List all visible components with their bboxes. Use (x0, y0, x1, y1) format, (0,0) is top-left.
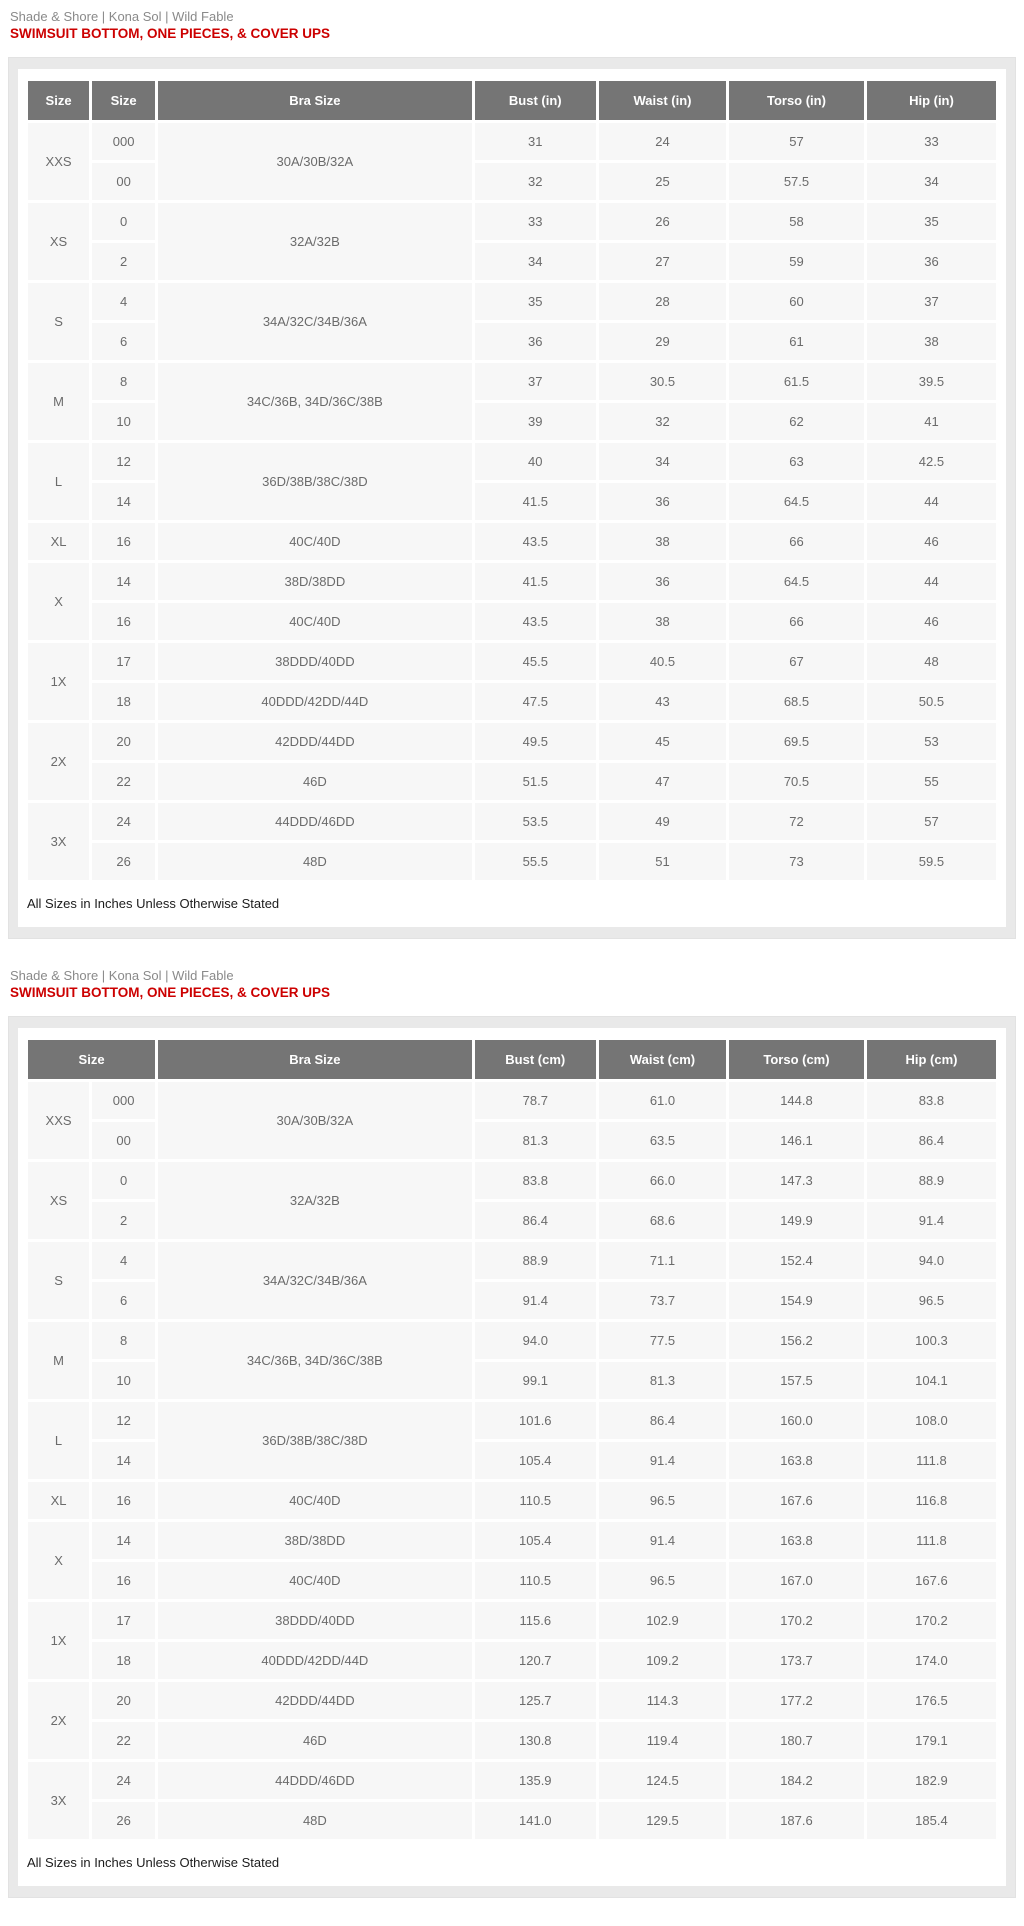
measurement-cell: 66 (728, 602, 866, 642)
table-row (27, 802, 998, 842)
measurement-cell: 66 (728, 522, 866, 562)
measurement-cell: 41.5 (473, 562, 597, 602)
measurement-cell: 37 (865, 282, 997, 322)
header-row (27, 1039, 998, 1081)
measurement-cell: 108.0 (865, 1401, 997, 1441)
units-footnote: All Sizes in Inches Unless Otherwise Stated (27, 1855, 280, 1870)
measurement-cell: 55 (865, 762, 997, 802)
measurement-cell: 30.5 (597, 362, 727, 402)
size-number-cell: 26 (91, 842, 157, 882)
size-group-cell: XS (27, 1161, 91, 1241)
measurement-cell: 33 (865, 122, 997, 162)
table-row (27, 202, 998, 242)
measurement-cell: 77.5 (597, 1321, 727, 1361)
measurement-cell: 42.5 (865, 442, 997, 482)
bra-size-cell: 38D/38DD (157, 1521, 474, 1561)
measurement-cell: 68.6 (597, 1201, 727, 1241)
measurement-cell: 61.5 (728, 362, 866, 402)
measurement-cell: 182.9 (865, 1761, 997, 1801)
table-row (27, 282, 998, 322)
bra-size-cell: 42DDD/44DD (157, 722, 474, 762)
measurement-cell: 116.8 (865, 1481, 997, 1521)
size-number-cell: 22 (91, 1721, 157, 1761)
measurement-cell: 91.4 (473, 1281, 597, 1321)
measurement-cell: 167.6 (865, 1561, 997, 1601)
size-number-cell: 2 (91, 1201, 157, 1241)
measurement-cell: 39.5 (865, 362, 997, 402)
measurement-cell: 91.4 (865, 1201, 997, 1241)
column-header: Waist (in) (597, 80, 727, 122)
measurement-cell: 163.8 (728, 1441, 866, 1481)
measurement-cell: 81.3 (473, 1121, 597, 1161)
measurement-cell: 49 (597, 802, 727, 842)
measurement-cell: 88.9 (473, 1241, 597, 1281)
measurement-cell: 86.4 (597, 1401, 727, 1441)
measurement-cell: 70.5 (728, 762, 866, 802)
header-row (27, 80, 998, 122)
table-row (27, 1601, 998, 1641)
size-number-cell: 000 (91, 122, 157, 162)
column-header: Size (91, 80, 157, 122)
bra-size-cell: 40C/40D (157, 522, 474, 562)
measurement-cell: 144.8 (728, 1081, 866, 1121)
measurement-cell: 63.5 (597, 1121, 727, 1161)
bra-size-cell: 40DDD/42DD/44D (157, 1641, 474, 1681)
measurement-cell: 38 (865, 322, 997, 362)
bra-size-cell: 40C/40D (157, 1561, 474, 1601)
table-body (27, 122, 998, 882)
table-row (27, 1801, 998, 1841)
measurement-cell: 111.8 (865, 1521, 997, 1561)
measurement-cell: 91.4 (597, 1441, 727, 1481)
size-number-cell: 8 (91, 362, 157, 402)
measurement-cell: 78.7 (473, 1081, 597, 1121)
column-header: Torso (in) (728, 80, 866, 122)
bra-size-cell: 40C/40D (157, 602, 474, 642)
measurement-cell: 55.5 (473, 842, 597, 882)
measurement-cell: 156.2 (728, 1321, 866, 1361)
table-row (27, 1401, 998, 1441)
measurement-cell: 96.5 (865, 1281, 997, 1321)
measurement-cell: 61.0 (597, 1081, 727, 1121)
measurement-cell: 110.5 (473, 1561, 597, 1601)
measurement-cell: 119.4 (597, 1721, 727, 1761)
measurement-cell: 111.8 (865, 1441, 997, 1481)
measurement-cell: 45.5 (473, 642, 597, 682)
size-group-cell: 1X (27, 642, 91, 722)
size-chart-table-cm (25, 1037, 999, 1842)
measurement-cell: 26 (597, 202, 727, 242)
measurement-cell: 99.1 (473, 1361, 597, 1401)
size-number-cell: 12 (91, 1401, 157, 1441)
table-row (27, 1561, 998, 1601)
measurement-cell: 59 (728, 242, 866, 282)
measurement-cell: 33 (473, 202, 597, 242)
measurement-cell: 46 (865, 522, 997, 562)
size-number-cell: 20 (91, 1681, 157, 1721)
measurement-cell: 69.5 (728, 722, 866, 762)
bra-size-cell: 32A/32B (157, 202, 474, 282)
measurement-cell: 43.5 (473, 522, 597, 562)
measurement-cell: 124.5 (597, 1761, 727, 1801)
measurement-cell: 35 (865, 202, 997, 242)
measurement-cell: 185.4 (865, 1801, 997, 1841)
size-group-cell: 3X (27, 1761, 91, 1841)
measurement-cell: 36 (473, 322, 597, 362)
measurement-cell: 130.8 (473, 1721, 597, 1761)
table-row (27, 122, 998, 162)
table-row (27, 442, 998, 482)
measurement-cell: 154.9 (728, 1281, 866, 1321)
measurement-cell: 167.0 (728, 1561, 866, 1601)
measurement-cell: 86.4 (865, 1121, 997, 1161)
column-header: Hip (in) (865, 80, 997, 122)
size-group-cell: XXS (27, 1081, 91, 1161)
measurement-cell: 72 (728, 802, 866, 842)
measurement-cell: 27 (597, 242, 727, 282)
measurement-cell: 170.2 (865, 1601, 997, 1641)
measurement-cell: 53.5 (473, 802, 597, 842)
size-group-cell: 2X (27, 722, 91, 802)
size-number-cell: 16 (91, 1561, 157, 1601)
bra-size-cell: 34A/32C/34B/36A (157, 282, 474, 362)
measurement-cell: 41 (865, 402, 997, 442)
measurement-cell: 83.8 (865, 1081, 997, 1121)
bra-size-cell: 40C/40D (157, 1481, 474, 1521)
measurement-cell: 34 (865, 162, 997, 202)
measurement-cell: 59.5 (865, 842, 997, 882)
size-chart-section-inches (8, 8, 1016, 939)
bra-size-cell: 40DDD/42DD/44D (157, 682, 474, 722)
size-number-cell: 0 (91, 202, 157, 242)
measurement-cell: 36 (597, 562, 727, 602)
table-header (27, 1039, 998, 1081)
size-group-cell: L (27, 1401, 91, 1481)
table-row (27, 1641, 998, 1681)
measurement-cell: 147.3 (728, 1161, 866, 1201)
measurement-cell: 47.5 (473, 682, 597, 722)
table-panel (8, 1016, 1016, 1898)
size-number-cell: 4 (91, 1241, 157, 1281)
measurement-cell: 174.0 (865, 1641, 997, 1681)
measurement-cell: 34 (473, 242, 597, 282)
table-row (27, 1761, 998, 1801)
table-row (27, 1481, 998, 1521)
size-group-cell: M (27, 1321, 91, 1401)
bra-size-cell: 44DDD/46DD (157, 1761, 474, 1801)
table-row (27, 642, 998, 682)
table-row (27, 1241, 998, 1281)
measurement-cell: 60 (728, 282, 866, 322)
measurement-cell: 51 (597, 842, 727, 882)
bra-size-cell: 34C/36B, 34D/36C/38B (157, 362, 474, 442)
size-group-cell: S (27, 1241, 91, 1321)
size-number-cell: 16 (91, 522, 157, 562)
size-group-cell: 2X (27, 1681, 91, 1761)
measurement-cell: 71.1 (597, 1241, 727, 1281)
measurement-cell: 57 (865, 802, 997, 842)
measurement-cell: 88.9 (865, 1161, 997, 1201)
size-number-cell: 000 (91, 1081, 157, 1121)
table-body (27, 1081, 998, 1841)
bra-size-cell: 42DDD/44DD (157, 1681, 474, 1721)
brand-line: Shade & Shore | Kona Sol | Wild Fable (10, 968, 234, 983)
table-row (27, 1521, 998, 1561)
measurement-cell: 96.5 (597, 1481, 727, 1521)
column-header: Bra Size (157, 1039, 474, 1081)
measurement-cell: 63 (728, 442, 866, 482)
measurement-cell: 51.5 (473, 762, 597, 802)
size-number-cell: 18 (91, 682, 157, 722)
size-number-cell: 12 (91, 442, 157, 482)
table-row (27, 362, 998, 402)
measurement-cell: 39 (473, 402, 597, 442)
measurement-cell: 184.2 (728, 1761, 866, 1801)
column-header: Torso (cm) (728, 1039, 866, 1081)
bra-size-cell: 36D/38B/38C/38D (157, 442, 474, 522)
measurement-cell: 40 (473, 442, 597, 482)
column-header: Bust (cm) (473, 1039, 597, 1081)
measurement-cell: 64.5 (728, 562, 866, 602)
measurement-cell: 120.7 (473, 1641, 597, 1681)
measurement-cell: 110.5 (473, 1481, 597, 1521)
table-row (27, 1721, 998, 1761)
size-number-cell: 16 (91, 602, 157, 642)
measurement-cell: 105.4 (473, 1441, 597, 1481)
measurement-cell: 114.3 (597, 1681, 727, 1721)
measurement-cell: 49.5 (473, 722, 597, 762)
measurement-cell: 40.5 (597, 642, 727, 682)
bra-size-cell: 30A/30B/32A (157, 122, 474, 202)
size-group-cell: S (27, 282, 91, 362)
measurement-cell: 73.7 (597, 1281, 727, 1321)
bra-size-cell: 38DDD/40DD (157, 1601, 474, 1641)
measurement-cell: 31 (473, 122, 597, 162)
size-number-cell: 10 (91, 402, 157, 442)
size-number-cell: 10 (91, 1361, 157, 1401)
size-number-cell: 16 (91, 1481, 157, 1521)
measurement-cell: 102.9 (597, 1601, 727, 1641)
measurement-cell: 170.2 (728, 1601, 866, 1641)
measurement-cell: 32 (597, 402, 727, 442)
size-group-cell: 1X (27, 1601, 91, 1681)
size-chart-table-inches (25, 78, 999, 883)
column-header: Size (27, 1039, 157, 1081)
measurement-cell: 68.5 (728, 682, 866, 722)
bra-size-cell: 48D (157, 842, 474, 882)
measurement-cell: 104.1 (865, 1361, 997, 1401)
measurement-cell: 179.1 (865, 1721, 997, 1761)
size-number-cell: 20 (91, 722, 157, 762)
brand-line: Shade & Shore | Kona Sol | Wild Fable (10, 9, 234, 24)
bra-size-cell: 38DDD/40DD (157, 642, 474, 682)
measurement-cell: 36 (597, 482, 727, 522)
measurement-cell: 61 (728, 322, 866, 362)
measurement-cell: 109.2 (597, 1641, 727, 1681)
measurement-cell: 115.6 (473, 1601, 597, 1641)
measurement-cell: 38 (597, 602, 727, 642)
measurement-cell: 146.1 (728, 1121, 866, 1161)
measurement-cell: 149.9 (728, 1201, 866, 1241)
size-chart-section-cm (8, 967, 1016, 1898)
column-header: Bust (in) (473, 80, 597, 122)
measurement-cell: 44 (865, 482, 997, 522)
bra-size-cell: 46D (157, 1721, 474, 1761)
table-card (18, 69, 1006, 927)
size-number-cell: 00 (91, 162, 157, 202)
table-row (27, 762, 998, 802)
measurement-cell: 45 (597, 722, 727, 762)
size-number-cell: 14 (91, 1521, 157, 1561)
bra-size-cell: 30A/30B/32A (157, 1081, 474, 1161)
size-number-cell: 24 (91, 802, 157, 842)
column-header: Bra Size (157, 80, 474, 122)
table-card (18, 1028, 1006, 1886)
measurement-cell: 94.0 (473, 1321, 597, 1361)
bra-size-cell: 46D (157, 762, 474, 802)
table-row (27, 1681, 998, 1721)
measurement-cell: 167.6 (728, 1481, 866, 1521)
measurement-cell: 48 (865, 642, 997, 682)
measurement-cell: 58 (728, 202, 866, 242)
size-group-cell: 3X (27, 802, 91, 882)
measurement-cell: 152.4 (728, 1241, 866, 1281)
table-row (27, 522, 998, 562)
size-number-cell: 8 (91, 1321, 157, 1361)
measurement-cell: 86.4 (473, 1201, 597, 1241)
measurement-cell: 44 (865, 562, 997, 602)
measurement-cell: 157.5 (728, 1361, 866, 1401)
measurement-cell: 53 (865, 722, 997, 762)
size-number-cell: 26 (91, 1801, 157, 1841)
size-number-cell: 14 (91, 1441, 157, 1481)
size-number-cell: 2 (91, 242, 157, 282)
measurement-cell: 25 (597, 162, 727, 202)
units-footnote: All Sizes in Inches Unless Otherwise Stated (27, 896, 280, 911)
size-group-cell: XL (27, 522, 91, 562)
page-title: SWIMSUIT BOTTOM, ONE PIECES, & COVER UPS (10, 26, 331, 41)
measurement-cell: 37 (473, 362, 597, 402)
measurement-cell: 125.7 (473, 1681, 597, 1721)
page-title: SWIMSUIT BOTTOM, ONE PIECES, & COVER UPS (10, 985, 331, 1000)
measurement-cell: 46 (865, 602, 997, 642)
measurement-cell: 67 (728, 642, 866, 682)
table-panel (8, 57, 1016, 939)
table-row (27, 722, 998, 762)
measurement-cell: 47 (597, 762, 727, 802)
size-number-cell: 17 (91, 1601, 157, 1641)
column-header: Hip (cm) (865, 1039, 997, 1081)
bra-size-cell: 34A/32C/34B/36A (157, 1241, 474, 1321)
size-number-cell: 17 (91, 642, 157, 682)
bra-size-cell: 48D (157, 1801, 474, 1841)
measurement-cell: 28 (597, 282, 727, 322)
table-row (27, 1161, 998, 1201)
table-row (27, 842, 998, 882)
bra-size-cell: 36D/38B/38C/38D (157, 1401, 474, 1481)
measurement-cell: 160.0 (728, 1401, 866, 1441)
size-number-cell: 18 (91, 1641, 157, 1681)
column-header: Waist (cm) (597, 1039, 727, 1081)
measurement-cell: 64.5 (728, 482, 866, 522)
size-group-cell: X (27, 562, 91, 642)
size-number-cell: 22 (91, 762, 157, 802)
measurement-cell: 34 (597, 442, 727, 482)
table-row (27, 602, 998, 642)
measurement-cell: 94.0 (865, 1241, 997, 1281)
bra-size-cell: 32A/32B (157, 1161, 474, 1241)
table-row (27, 1081, 998, 1121)
size-group-cell: XXS (27, 122, 91, 202)
measurement-cell: 50.5 (865, 682, 997, 722)
bra-size-cell: 38D/38DD (157, 562, 474, 602)
size-number-cell: 14 (91, 482, 157, 522)
measurement-cell: 163.8 (728, 1521, 866, 1561)
measurement-cell: 36 (865, 242, 997, 282)
table-row (27, 1321, 998, 1361)
size-number-cell: 24 (91, 1761, 157, 1801)
size-number-cell: 00 (91, 1121, 157, 1161)
measurement-cell: 173.7 (728, 1641, 866, 1681)
measurement-cell: 177.2 (728, 1681, 866, 1721)
bra-size-cell: 44DDD/46DD (157, 802, 474, 842)
size-group-cell: XL (27, 1481, 91, 1521)
measurement-cell: 43 (597, 682, 727, 722)
table-header (27, 80, 998, 122)
measurement-cell: 43.5 (473, 602, 597, 642)
measurement-cell: 73 (728, 842, 866, 882)
measurement-cell: 96.5 (597, 1561, 727, 1601)
measurement-cell: 187.6 (728, 1801, 866, 1841)
measurement-cell: 135.9 (473, 1761, 597, 1801)
measurement-cell: 57.5 (728, 162, 866, 202)
measurement-cell: 35 (473, 282, 597, 322)
measurement-cell: 180.7 (728, 1721, 866, 1761)
size-number-cell: 4 (91, 282, 157, 322)
size-group-cell: L (27, 442, 91, 522)
table-row (27, 682, 998, 722)
size-group-cell: M (27, 362, 91, 442)
measurement-cell: 24 (597, 122, 727, 162)
measurement-cell: 91.4 (597, 1521, 727, 1561)
bra-size-cell: 34C/36B, 34D/36C/38B (157, 1321, 474, 1401)
measurement-cell: 83.8 (473, 1161, 597, 1201)
measurement-cell: 105.4 (473, 1521, 597, 1561)
measurement-cell: 32 (473, 162, 597, 202)
measurement-cell: 81.3 (597, 1361, 727, 1401)
measurement-cell: 66.0 (597, 1161, 727, 1201)
size-number-cell: 14 (91, 562, 157, 602)
measurement-cell: 38 (597, 522, 727, 562)
size-group-cell: XS (27, 202, 91, 282)
measurement-cell: 41.5 (473, 482, 597, 522)
measurement-cell: 129.5 (597, 1801, 727, 1841)
measurement-cell: 62 (728, 402, 866, 442)
size-number-cell: 6 (91, 1281, 157, 1321)
size-number-cell: 0 (91, 1161, 157, 1201)
measurement-cell: 176.5 (865, 1681, 997, 1721)
measurement-cell: 101.6 (473, 1401, 597, 1441)
size-number-cell: 6 (91, 322, 157, 362)
table-row (27, 562, 998, 602)
column-header: Size (27, 80, 91, 122)
measurement-cell: 29 (597, 322, 727, 362)
measurement-cell: 100.3 (865, 1321, 997, 1361)
measurement-cell: 141.0 (473, 1801, 597, 1841)
measurement-cell: 57 (728, 122, 866, 162)
size-group-cell: X (27, 1521, 91, 1601)
